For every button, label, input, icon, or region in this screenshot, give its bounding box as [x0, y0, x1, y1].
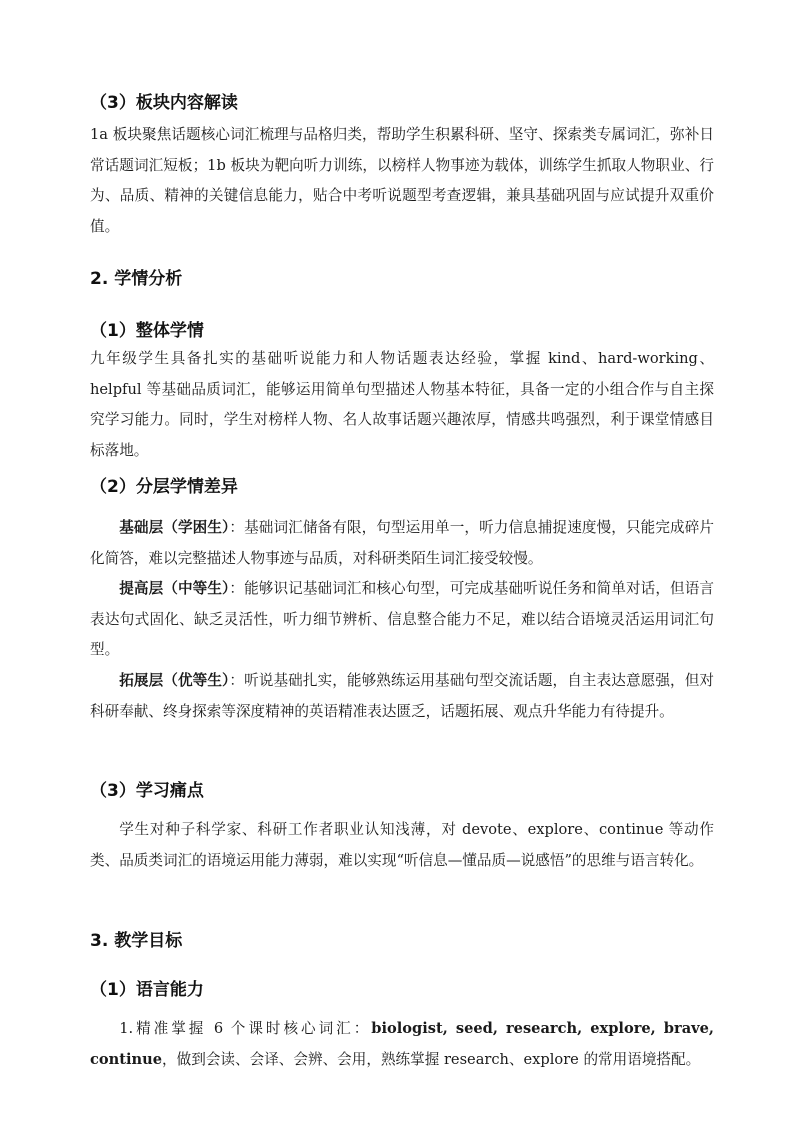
level-label-intermediate: 提高层（中等生） [119, 580, 230, 597]
language-goal-suffix: ，做到会读、会译、会辨、会用，熟练掌握 research、explore 的常用语境搭配。 [162, 1050, 701, 1068]
paragraph-level-intermediate [90, 574, 714, 666]
heading-language-ability: （1）语言能力 [90, 980, 204, 1000]
paragraph-language-ability [90, 1014, 714, 1075]
level-label-advanced: 拓展层（优等生） [119, 672, 230, 689]
heading-block-reading: （3）板块内容解读 [90, 93, 238, 113]
level-text-basic: ：基础词汇储备有限，句型运用单一，听力信息捕捉速度慢，只能完成碎片化简答，难以完整描述人物事迹与品质，对科研类陌生词汇接受较慢。 [90, 519, 714, 567]
heading-teaching-goals: 3. 教学目标 [90, 931, 183, 951]
level-text-intermediate: ：能够识记基础词汇和核心句型，可完成基础听说任务和简单对话，但语言表达句式固化、缺乏灵活性，听力细节辨析、信息整合能力不足，难以结合语境灵活运用词汇句型。 [90, 580, 714, 658]
level-label-basic: 基础层（学困生） [119, 519, 230, 536]
level-text-advanced: ：听说基础扎实，能够熟练运用基础句型交流话题，自主表达意愿强，但对科研奉献、终身探索等深度精神的英语精准表达匮乏，话题拓展、观点升华能力有待提升。 [90, 672, 714, 720]
heading-overall-situation: （1）整体学情 [90, 321, 204, 341]
paragraph-level-basic [90, 513, 714, 574]
paragraph-level-advanced [90, 666, 714, 727]
language-goal-prefix: 1.精准掌握 6 个课时核心词汇： [119, 1020, 372, 1037]
paragraph-block-reading: 1a 板块聚焦话题核心词汇梳理与品格归类，帮助学生积累科研、坚守、探索类专属词汇，弥补日常话题词汇短板；1b 板块为靶向听力训练，以榜样人物事迹为载体，训练学生抓取人物职业、行为、品质、精神的关键信息能力，贴合中考听说题型考查逻辑，兼具基础巩固与应试提升双重价值。 [90, 126, 714, 235]
language-goal-core-words: biologist, seed, research, explore, brave, continue [90, 1020, 714, 1068]
heading-learning-pain-points: （3）学习痛点 [90, 781, 204, 801]
paragraph-learning-pain-points: 学生对种子科学家、科研工作者职业认知浅薄，对 devote、explore、continue 等动作类、品质类词汇的语境运用能力薄弱，难以实现“听信息—懂品质—说感悟”的思维与语言转化。 [90, 821, 714, 869]
paragraph-overall-situation: 九年级学生具备扎实的基础听说能力和人物话题表达经验，掌握 kind、hard-working、helpful 等基础品质词汇，能够运用简单句型描述人物基本特征，具备一定的小组合作与自主探究学习能力。同时，学生对榜样人物、名人故事话题兴趣浓厚，情感共鸣强烈，利于课堂情感目标落地。 [90, 350, 714, 459]
heading-learner-analysis: 2. 学情分析 [90, 269, 183, 289]
heading-layered-differences: （2）分层学情差异 [90, 477, 238, 497]
